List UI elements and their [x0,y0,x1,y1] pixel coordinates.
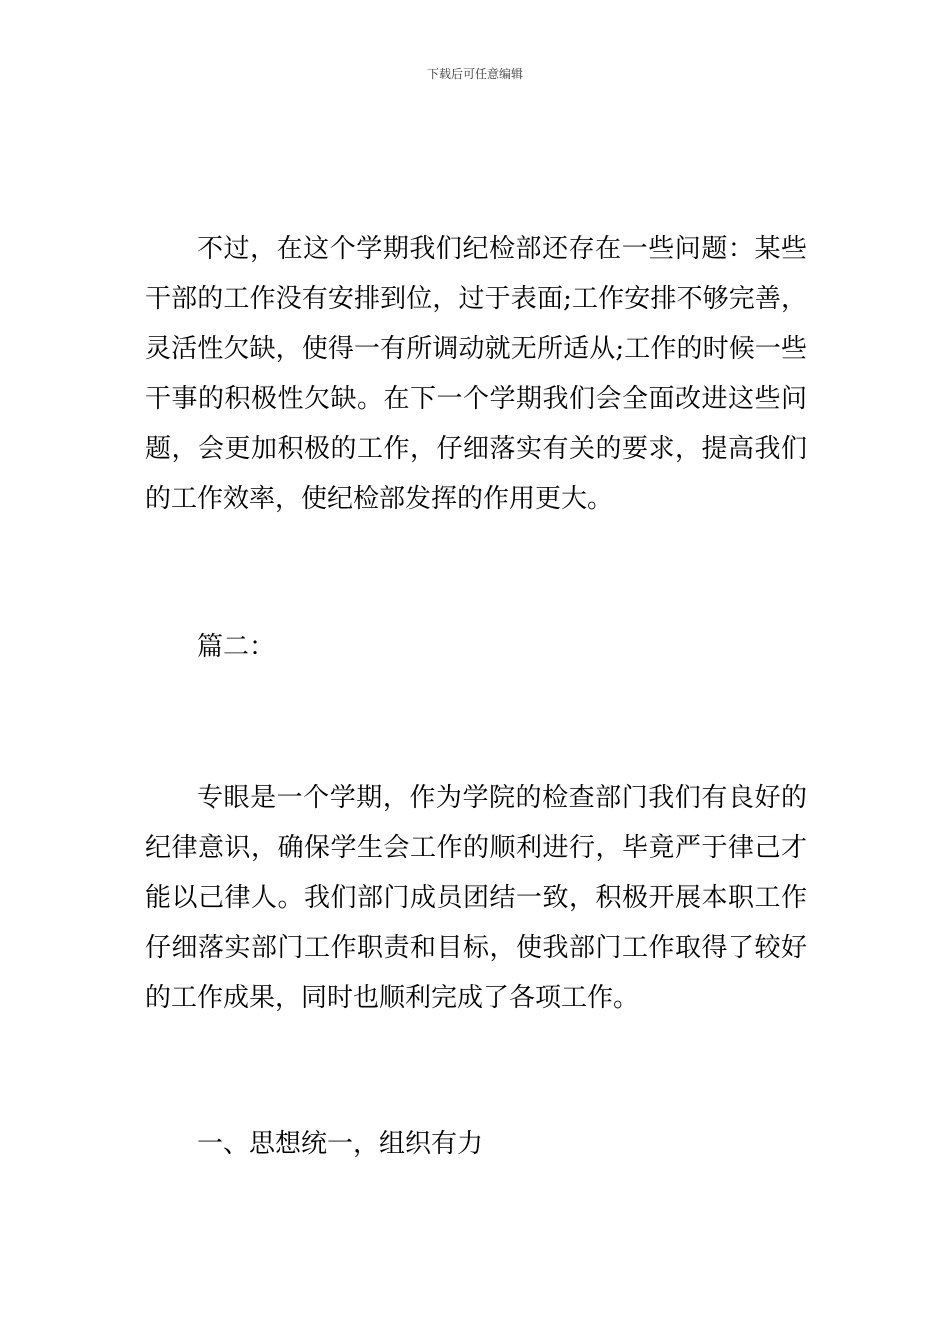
page-header-note: 下载后可任意编辑 [426,67,523,81]
section-heading: 篇二： [197,632,276,662]
body-paragraph-1: 不过，在这个学期我们纪检部还存在一些问题：某些干部的工作没有安排到位，过于表面;工作安排不够完善，灵活性欠缺，使得一有所调动就无所适从;工作的时候一些干事的积极性欠缺。在下一个学期我们会全面改进这些问题，会更加积极的工作，仔细落实有关的要求，提高我们的工作效率，使纪检部发挥的作用更大。 [145,234,807,514]
body-paragraph-2: 专眼是一个学期，作为学院的检查部门我们有良好的纪律意识，确保学生会工作的顺利进行，毕竟严于律己才能以己律人。我们部门成员团结一致，积极开展本职工作仔细落实部门工作职责和目标，使我部门工作取得了较好的工作成果，同时也顺利完成了各项工作。 [145,783,807,1013]
subheading-1: 一、思想统一，组织有力 [197,1129,484,1159]
